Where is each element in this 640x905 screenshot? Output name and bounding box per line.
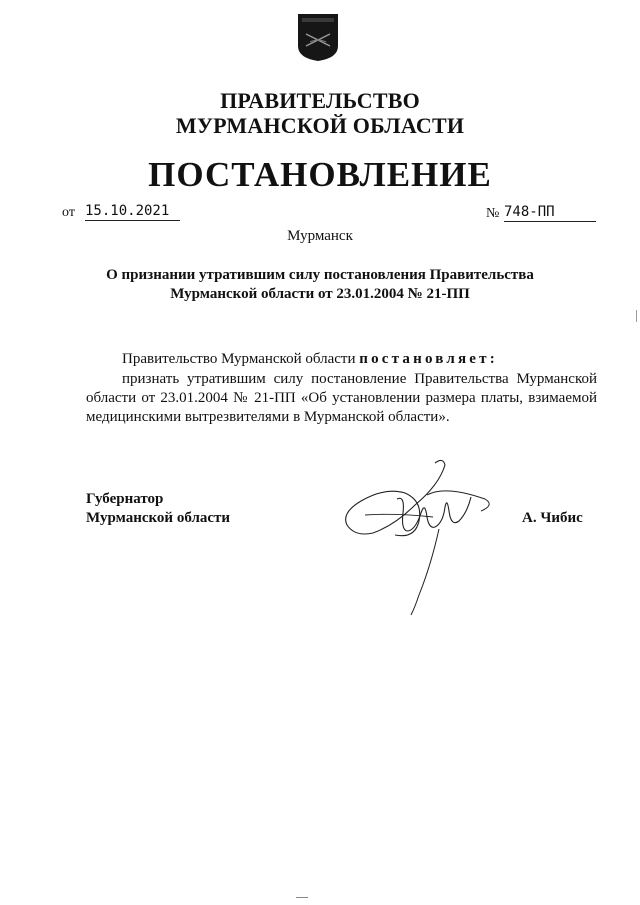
city-name: Мурманск xyxy=(287,228,353,244)
margin-mark xyxy=(636,310,637,322)
decree-paragraph: признать утратившим силу постановление Правительства Мурманской области от 23.01.2004 № 21-ПП «Об установлении размера платы, взимаемой медицинскими вытрезвителями в Мурманской области». xyxy=(86,371,597,425)
signatory-name: А. Чибис xyxy=(522,510,583,526)
signatory-title-line-2: Мурманской области xyxy=(86,510,231,526)
subject-line-1: О признании утратившим силу постановления Правительства xyxy=(106,267,534,283)
organization-title: ПРАВИТЕЛЬСТВО xyxy=(220,88,420,113)
signatory-title xyxy=(86,490,230,528)
number-prefix: № xyxy=(486,206,500,221)
coat-of-arms-icon xyxy=(296,12,340,62)
document-subject xyxy=(60,266,580,304)
subject-line-2: Мурманской области от 23.01.2004 № 21-ПП xyxy=(170,286,470,302)
document-number: 748-ПП xyxy=(504,204,596,222)
date-prefix: от xyxy=(62,205,75,220)
signatory-title-line-1: Губернатор xyxy=(86,491,164,507)
organization-subtitle: МУРМАНСКОЙ ОБЛАСТИ xyxy=(175,113,465,138)
document-type-title: ПОСТАНОВЛЕНИЕ xyxy=(148,155,492,194)
page-edge-mark xyxy=(296,897,308,898)
decree-intro xyxy=(86,350,597,369)
document-date: 15.10.2021 xyxy=(85,203,180,221)
decree-word: постановляет: xyxy=(359,351,498,367)
handwritten-signature xyxy=(335,455,505,620)
decree-intro-text: Правительство Мурманской области xyxy=(122,351,360,367)
